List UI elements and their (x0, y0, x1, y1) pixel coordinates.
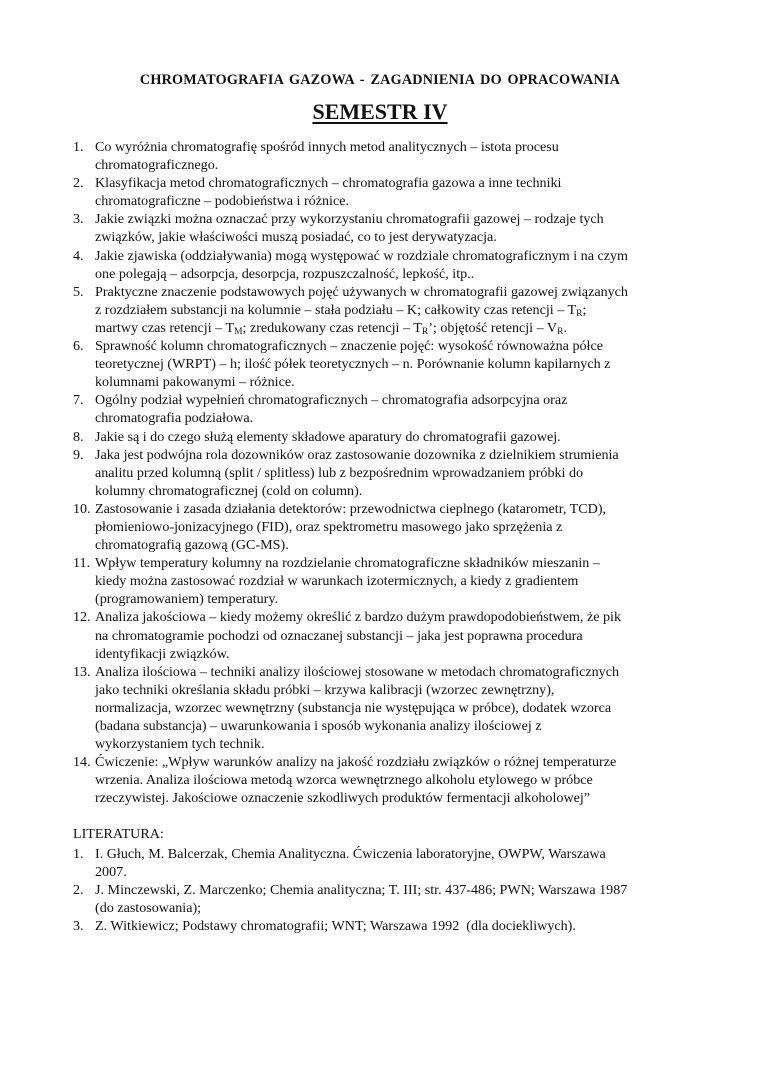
question-item (73, 554, 683, 608)
question-list (73, 138, 683, 807)
literature-list (73, 845, 683, 935)
question-item-text: Jakie zjawiska (oddziaływania) mogą występować w rozdziale chromatograficznym i na czym one polegają – adsorpcja, desorpcja, rozpuszczalność, lepkość, itp.. (95, 247, 628, 282)
question-item-text: Ćwiczenie: „Wpływ warunków analizy na jakość rozdziału związków o różnej temperaturze wrzenia. Analiza ilościowa metodą wzorca wewnętrznego alkoholu etylowego w próbce rzeczywistej. Jakościowe oznaczenie szkodliwych produktów fermentacji alkoholowej” (95, 754, 617, 807)
question-item-text: Ogólny podział wypełnień chromatograficznych – chromatografia adsorpcyjna oraz chromatografia podziałowa. (95, 392, 568, 427)
document-title: CHROMATOGRAFIA GAZOWA - ZAGADNIENIA DO OPRACOWANIA (139, 72, 621, 88)
question-item (73, 138, 683, 174)
literature-item-number: 3. (73, 918, 84, 935)
question-item (73, 391, 683, 427)
question-item-number: 5. (73, 283, 84, 300)
literature-item-number: 1. (73, 846, 84, 862)
question-item-number: 6. (73, 338, 84, 355)
question-item-number: 9. (73, 446, 84, 463)
question-item (73, 500, 683, 554)
literature-item-number: 2. (73, 882, 84, 899)
question-item-text: Co wyróżnia chromatografię spośród innych metod analitycznych – istota procesu chromatograficznego. (95, 139, 559, 174)
question-item-number: 11. (73, 555, 91, 572)
question-item-text: Analiza jakościowa – kiedy możemy określić z bardzo dużym prawdopodobieństwem, że pik na chromatogramie pochodzi od oznaczanej substancji – jaka jest poprawna procedura identyfikacji związków. (95, 609, 622, 662)
question-item-text: Klasyfikacja metod chromatograficznych – chromatografia gazowa a inne techniki chromatograficzne – podobieństwa i różnice. (95, 175, 562, 210)
question-item-text: Jakie są i do czego służą elementy składowe aparatury do chromatografii gazowej. (95, 428, 561, 445)
question-item (73, 663, 683, 753)
document-subtitle: SEMESTR IV (312, 99, 448, 124)
literature-heading: LITERATURA: (73, 826, 164, 842)
literature-item-text: I. Głuch, M. Balcerzak, Chemia Analityczna. Ćwiczenia laboratoryjne, OWPW, Warszawa 2007. (95, 846, 606, 881)
question-item-text: Wpływ temperatury kolumny na rozdzielanie chromatograficzne składników mieszanin – kiedy można zastosować rozdział w warunkach izotermicznych, a kiedy z gradientem (programowaniem) temperatury. (95, 555, 600, 608)
question-item (73, 428, 683, 446)
literature-item-text: Z. Witkiewicz; Podstawy chromatografii; WNT; Warszawa 1992 (dla dociekliwych). (95, 918, 576, 935)
literature-item (73, 917, 683, 935)
question-item-text: Analiza ilościowa – techniki analizy ilościowej stosowane w metodach chromatograficznych jako techniki określania składu próbki – krzywa kalibracji (wzorzec zewnętrzny), normalizacja, wzorzec wewnętrzny (substancja nie występująca w próbce), dodatek wzorca (badana substancja) – uwarunkowania i sposób wykonania analizy ilościowej z wykorzystaniem tych technik. (95, 663, 620, 753)
question-item (73, 174, 683, 210)
question-item (73, 337, 683, 391)
question-item-number: 8. (73, 428, 84, 445)
literature-item (73, 881, 683, 917)
question-item-number: 12. (73, 609, 91, 626)
question-item-number: 4. (73, 247, 84, 264)
question-item-number: 13. (73, 663, 91, 680)
question-item (73, 247, 683, 283)
question-item (73, 608, 683, 662)
question-item-text: Praktyczne znaczenie podstawowych pojęć używanych w chromatografii gazowej związanych z rozdziałem substancji na kolumnie – stała podziału – K; całkowity czas retencji – $T_R$; martwy czas retencji – $T_M$; zredukowany czas retencji – $T_R$’; objętość retencji – $V_R$. (95, 283, 628, 337)
question-item (73, 446, 683, 500)
question-item-number: 2. (73, 175, 84, 192)
literature-item-text: J. Minczewski, Z. Marczenko; Chemia analityczna; T. III; str. 437-486; PWN; Warszawa 1987 (do zastosowania); (95, 882, 628, 917)
question-item (73, 753, 683, 807)
question-item-text: Sprawność kolumn chromatograficznych – znaczenie pojęć: wysokość równoważna półce teoretycznej (WRPT) – h; ilość półek teoretycznych – n. Porównanie kolumn kapilarnych z kolumnami pakowanymi – różnice. (95, 338, 611, 391)
question-item-number: 7. (73, 392, 84, 409)
question-item-number: 1. (73, 139, 84, 155)
literature-item (73, 845, 683, 881)
question-item (73, 283, 683, 337)
question-item-text: Zastosowanie i zasada działania detektorów: przewodnictwa cieplnego (katarometr, TCD), płomieniowo-jonizacyjnego (FID), oraz spektrometru masowego jako sprzężenia z chromatografią gazową (GC-MS). (95, 500, 607, 554)
question-item-number: 14. (73, 754, 91, 771)
question-item (73, 210, 683, 246)
question-item-text: Jakie związki można oznaczać przy wykorzystaniu chromatografii gazowej – rodzaje tych związków, jakie właściwości muszą posiadać, co to jest derywatyzacja. (95, 211, 604, 246)
question-item-number: 3. (73, 211, 84, 228)
question-item-number: 10. (73, 500, 91, 517)
question-item-text: Jaka jest podwójna rola dozowników oraz zastosowanie dozownika z dzielnikiem strumienia analitu przed kolumną (split / splitless) lub z bezpośrednim wprowadzaniem próbki do kolumny chromatograficznej (cold on column). (95, 446, 619, 499)
